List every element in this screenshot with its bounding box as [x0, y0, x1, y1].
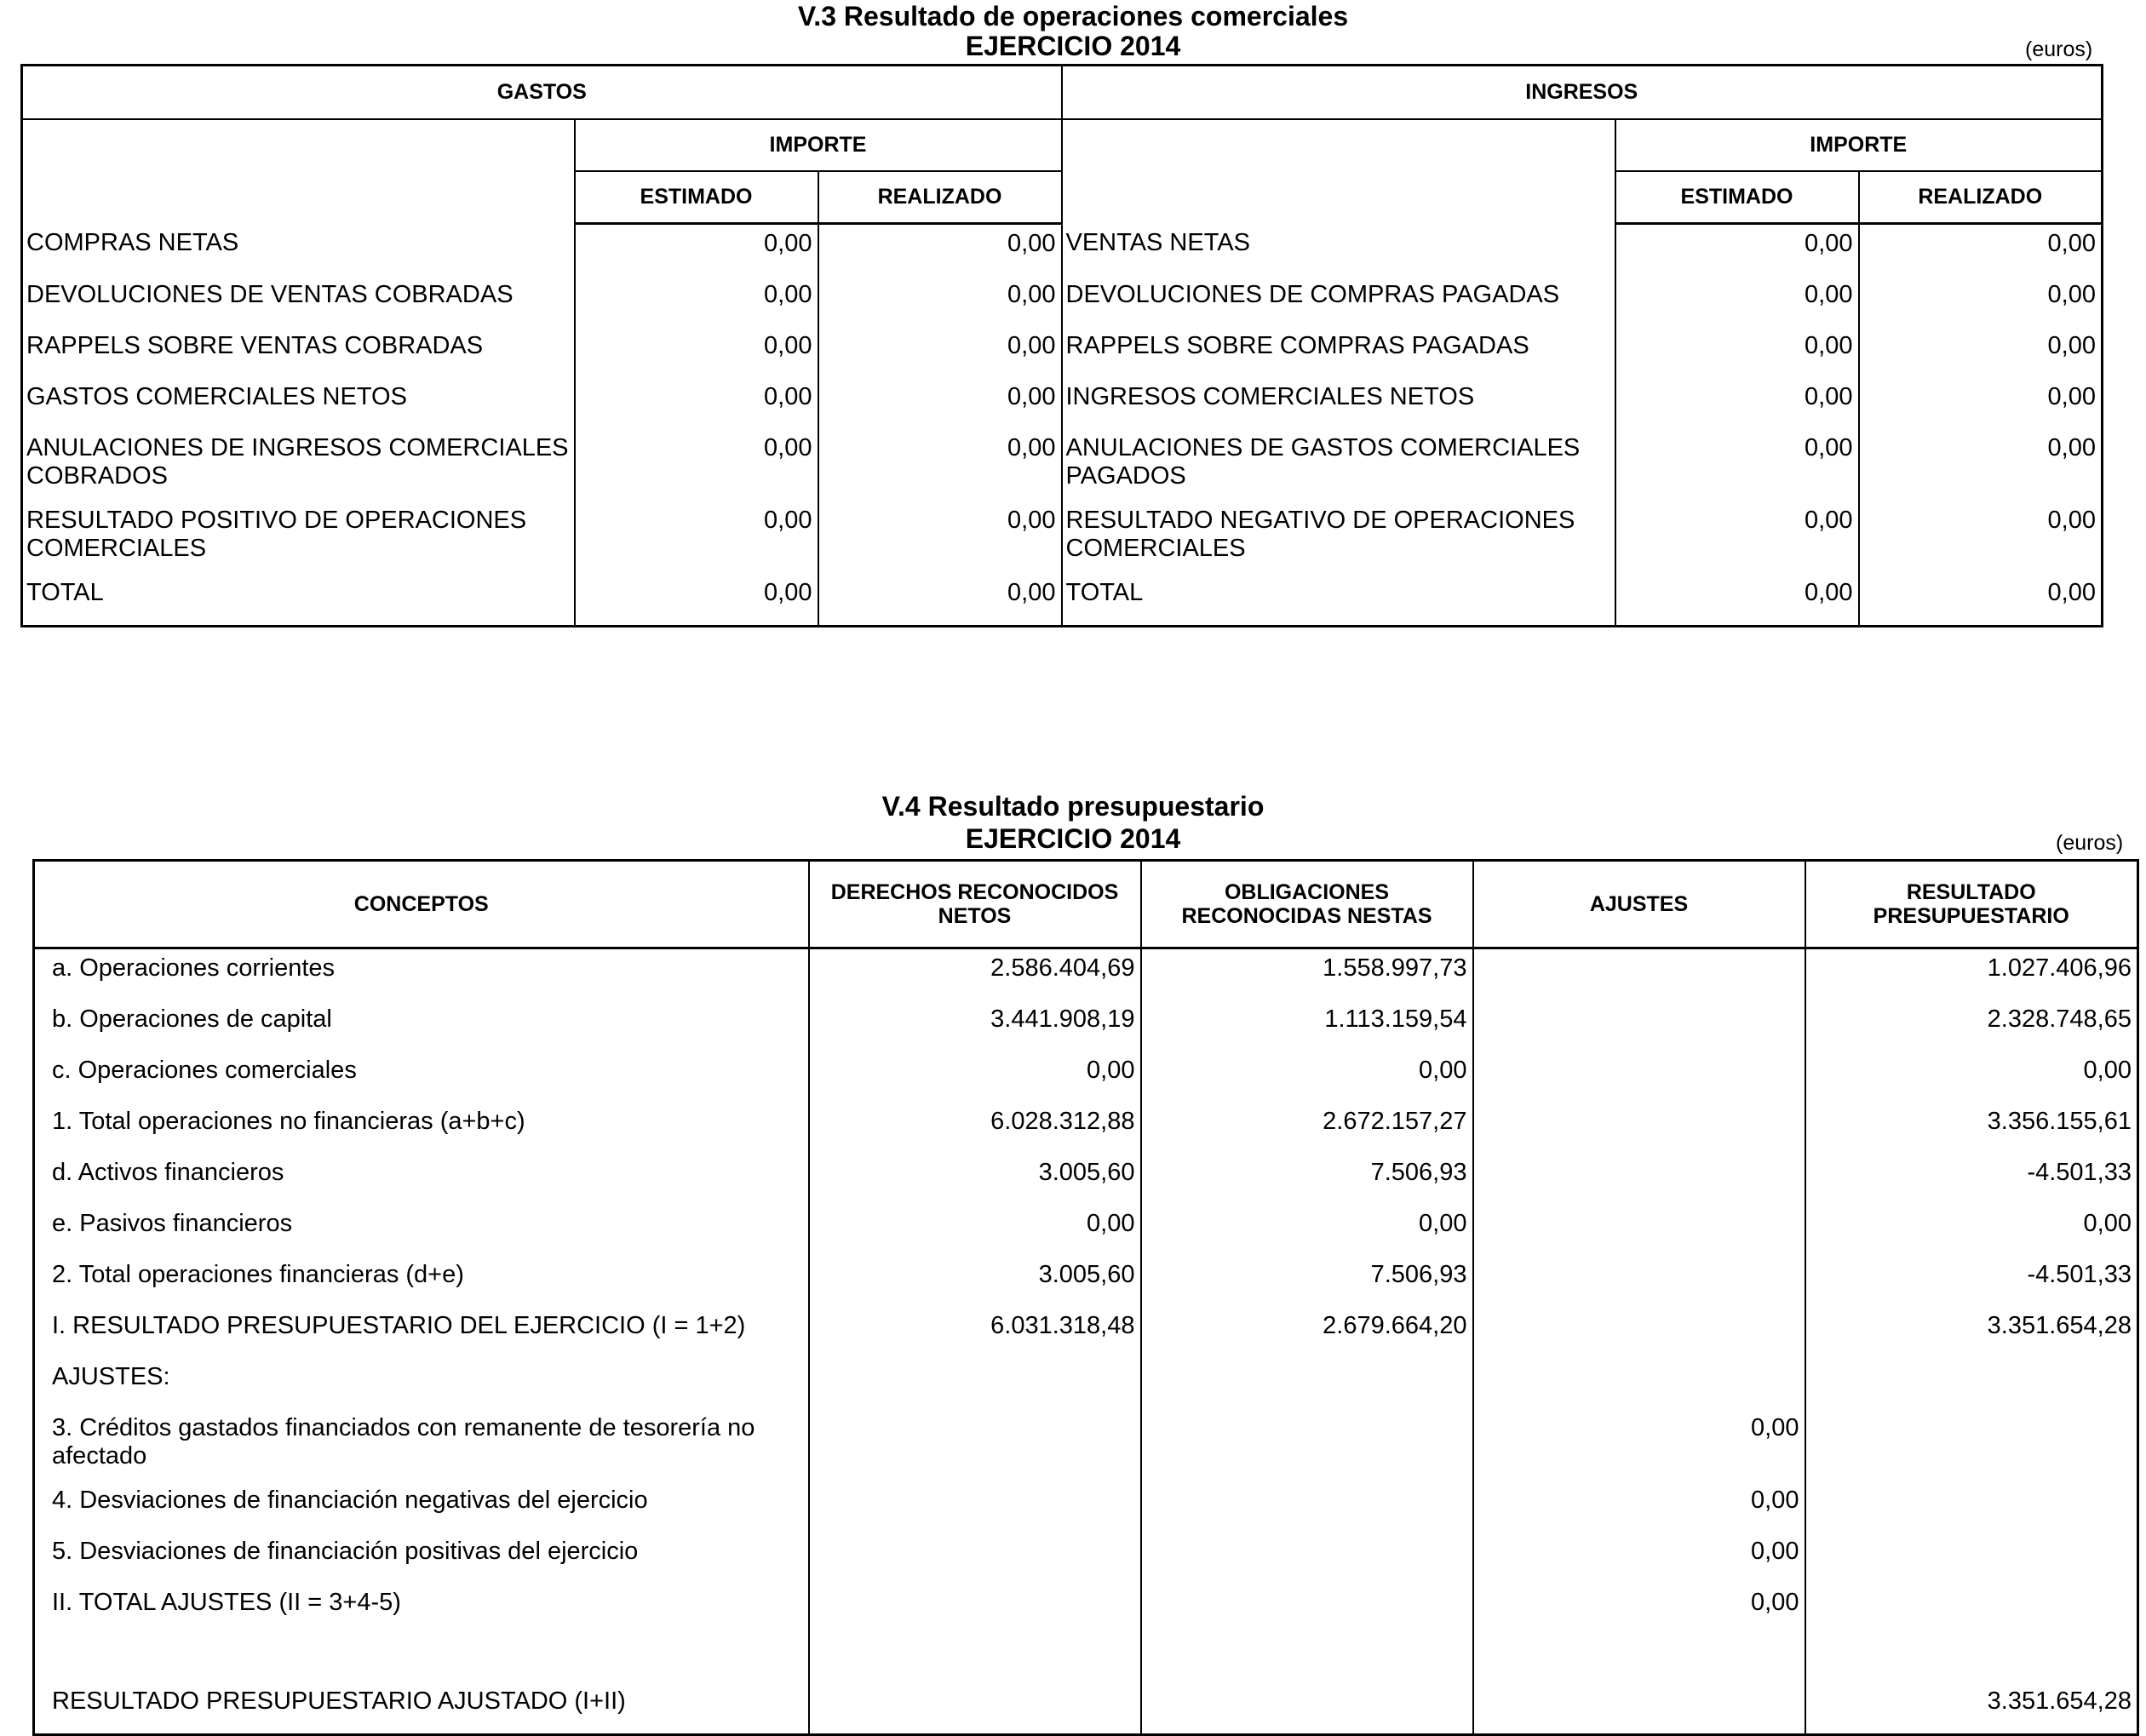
gasto-estimado: 0,00: [575, 224, 818, 277]
ingresos-estimado-header: ESTIMADO: [1615, 171, 1859, 224]
ingreso-label: RAPPELS SOBRE COMPRAS PAGADAS: [1062, 327, 1615, 378]
resultado: 2.328.748,65: [1805, 1000, 2138, 1051]
obligaciones: [1141, 1533, 1473, 1584]
resultado-header: [1805, 861, 2138, 948]
ajustes: 0,00: [1473, 1409, 1805, 1481]
derechos: [809, 1584, 1141, 1682]
obligaciones-header-line2: RECONOCIDAS NESTAS: [1181, 904, 1432, 928]
gasto-estimado: 0,00: [575, 501, 818, 574]
concepto: 3. Créditos gastados financiados con remanente de tesorería no afectado: [34, 1409, 809, 1481]
v4-subtitle: EJERCICIO 2014: [965, 823, 1181, 854]
ajustes: [1473, 948, 1805, 1001]
v3-table: [20, 64, 2103, 627]
resultado: 1.027.406,96: [1805, 948, 2138, 1001]
table-row: [34, 1256, 2138, 1307]
concepto: b. Operaciones de capital: [34, 1000, 809, 1051]
gasto-estimado: 0,00: [575, 378, 818, 429]
gasto-label: GASTOS COMERCIALES NETOS: [22, 378, 575, 429]
ajustes: [1473, 1103, 1805, 1154]
ajustes: 0,00: [1473, 1481, 1805, 1533]
v4-table: [32, 859, 2139, 1736]
table-row: [22, 378, 2103, 429]
gasto-realizado: 0,00: [818, 224, 1062, 277]
derechos-header-line2: NETOS: [938, 904, 1012, 928]
resultado: 0,00: [1805, 1051, 2138, 1103]
ingreso-estimado: 0,00: [1615, 429, 1859, 501]
ajustes: [1473, 1000, 1805, 1051]
table-row: [34, 1051, 2138, 1103]
concepto: e. Pasivos financieros: [34, 1205, 809, 1256]
table-row: [34, 1103, 2138, 1154]
table-row: [34, 1000, 2138, 1051]
table-row: [34, 1154, 2138, 1205]
table-row: [34, 1307, 2138, 1358]
gasto-label: RESULTADO POSITIVO DE OPERACIONES COMERCIALES: [22, 501, 575, 574]
ajustes: [1473, 1358, 1805, 1409]
v4-title: V.4 Resultado presupuestario: [881, 791, 1265, 822]
resultado: 3.356.155,61: [1805, 1103, 2138, 1154]
ingreso-realizado: 0,00: [1859, 501, 2103, 574]
obligaciones: 1.113.159,54: [1141, 1000, 1473, 1051]
resultado: 3.351.654,28: [1805, 1307, 2138, 1358]
ingreso-label: INGRESOS COMERCIALES NETOS: [1062, 378, 1615, 429]
gasto-realizado: 0,00: [818, 501, 1062, 574]
ingreso-estimado: 0,00: [1615, 378, 1859, 429]
derechos-header-line1: DERECHOS RECONOCIDOS: [830, 880, 1119, 904]
ajustes: 0,00: [1473, 1533, 1805, 1584]
table-row: [22, 429, 2103, 501]
derechos: [809, 1533, 1141, 1584]
derechos: 0,00: [809, 1051, 1141, 1103]
ingreso-realizado: 0,00: [1859, 429, 2103, 501]
ajustes: [1473, 1051, 1805, 1103]
obligaciones: [1141, 1584, 1473, 1682]
derechos: 3.005,60: [809, 1154, 1141, 1205]
conceptos-header: CONCEPTOS: [34, 861, 809, 948]
concepto: I. RESULTADO PRESUPUESTARIO DEL EJERCICIO (I = 1+2): [34, 1307, 809, 1358]
obligaciones-header: [1141, 861, 1473, 948]
obligaciones: [1141, 1682, 1473, 1735]
v3-subtitle: EJERCICIO 2014: [965, 31, 1181, 61]
ajustes: 0,00: [1473, 1584, 1805, 1682]
table-row: [34, 1205, 2138, 1256]
resultado: [1805, 1533, 2138, 1584]
derechos-header: [809, 861, 1141, 948]
concepto: AJUSTES:: [34, 1358, 809, 1409]
concepto: RESULTADO PRESUPUESTARIO AJUSTADO (I+II): [34, 1682, 809, 1735]
gasto-realizado: 0,00: [818, 378, 1062, 429]
ingreso-realizado: 0,00: [1859, 574, 2103, 627]
obligaciones-header-line1: OBLIGACIONES: [1224, 880, 1390, 904]
resultado: 3.351.654,28: [1805, 1682, 2138, 1735]
gasto-label: DEVOLUCIONES DE VENTAS COBRADAS: [22, 276, 575, 327]
gasto-label: COMPRAS NETAS: [22, 224, 575, 277]
ingreso-label: DEVOLUCIONES DE COMPRAS PAGADAS: [1062, 276, 1615, 327]
gasto-label: RAPPELS SOBRE VENTAS COBRADAS: [22, 327, 575, 378]
gasto-estimado: 0,00: [575, 276, 818, 327]
gasto-label: ANULACIONES DE INGRESOS COMERCIALES COBRADOS: [22, 429, 575, 501]
obligaciones: 2.679.664,20: [1141, 1307, 1473, 1358]
derechos: [809, 1481, 1141, 1533]
gastos-estimado-header: ESTIMADO: [575, 171, 818, 224]
ingreso-realizado: 0,00: [1859, 224, 2103, 277]
ajustes: [1473, 1154, 1805, 1205]
resultado: [1805, 1584, 2138, 1682]
derechos: 3.005,60: [809, 1256, 1141, 1307]
gasto-estimado: 0,00: [575, 429, 818, 501]
resultado: -4.501,33: [1805, 1256, 2138, 1307]
ingresos-concept-header: [1062, 119, 1615, 224]
obligaciones: [1141, 1481, 1473, 1533]
gasto-realizado: 0,00: [818, 574, 1062, 627]
ingreso-realizado: 0,00: [1859, 276, 2103, 327]
resultado: [1805, 1358, 2138, 1409]
gastos-concept-header: [22, 119, 575, 224]
derechos: 6.028.312,88: [809, 1103, 1141, 1154]
table-row: [22, 224, 2103, 277]
obligaciones: 1.558.997,73: [1141, 948, 1473, 1001]
obligaciones: 7.506,93: [1141, 1256, 1473, 1307]
gastos-header: GASTOS: [22, 66, 1062, 120]
ingreso-realizado: 0,00: [1859, 378, 2103, 429]
ingreso-label: VENTAS NETAS: [1062, 224, 1615, 277]
obligaciones: [1141, 1358, 1473, 1409]
table-row: [22, 501, 2103, 574]
concepto: 5. Desviaciones de financiación positivas del ejercicio: [34, 1533, 809, 1584]
resultado-header-line1: RESULTADO: [1906, 880, 2036, 904]
ingresos-importe-header: IMPORTE: [1615, 119, 2103, 171]
ingreso-estimado: 0,00: [1615, 501, 1859, 574]
ingreso-estimado: 0,00: [1615, 327, 1859, 378]
ingreso-estimado: 0,00: [1615, 276, 1859, 327]
table-row: [34, 1533, 2138, 1584]
table-row: [34, 1481, 2138, 1533]
gasto-estimado: 0,00: [575, 327, 818, 378]
derechos: 6.031.318,48: [809, 1307, 1141, 1358]
table-row: [22, 276, 2103, 327]
derechos: [809, 1409, 1141, 1481]
obligaciones: [1141, 1409, 1473, 1481]
derechos: 2.586.404,69: [809, 948, 1141, 1001]
ajustes: [1473, 1682, 1805, 1735]
ajustes: [1473, 1256, 1805, 1307]
ingreso-estimado: 0,00: [1615, 574, 1859, 627]
gastos-importe-header: IMPORTE: [575, 119, 1062, 171]
derechos: 3.441.908,19: [809, 1000, 1141, 1051]
ingreso-label: TOTAL: [1062, 574, 1615, 627]
ingreso-label: RESULTADO NEGATIVO DE OPERACIONES COMERCIALES: [1062, 501, 1615, 574]
derechos: 0,00: [809, 1205, 1141, 1256]
gasto-realizado: 0,00: [818, 327, 1062, 378]
resultado-header-line2: PRESUPUESTARIO: [1873, 904, 2069, 928]
v3-title: V.3 Resultado de operaciones comerciales: [797, 1, 1349, 32]
gasto-realizado: 0,00: [818, 276, 1062, 327]
resultado: 0,00: [1805, 1205, 2138, 1256]
concepto: a. Operaciones corrientes: [34, 948, 809, 1001]
concepto: II. TOTAL AJUSTES (II = 3+4-5): [34, 1584, 809, 1682]
resultado: -4.501,33: [1805, 1154, 2138, 1205]
gasto-estimado: 0,00: [575, 574, 818, 627]
obligaciones: 7.506,93: [1141, 1154, 1473, 1205]
ingresos-header: INGRESOS: [1062, 66, 2103, 120]
table-row: [22, 327, 2103, 378]
v3-unit: (euros): [2025, 37, 2093, 61]
concepto: d. Activos financieros: [34, 1154, 809, 1205]
resultado: [1805, 1481, 2138, 1533]
ingresos-realizado-header: REALIZADO: [1859, 171, 2103, 224]
gasto-label: TOTAL: [22, 574, 575, 627]
table-row: [34, 1682, 2138, 1735]
v4-unit: (euros): [2056, 831, 2124, 855]
obligaciones: 0,00: [1141, 1205, 1473, 1256]
derechos: [809, 1358, 1141, 1409]
table-row: [34, 1584, 2138, 1682]
ingreso-label: ANULACIONES DE GASTOS COMERCIALES PAGADOS: [1062, 429, 1615, 501]
concepto: 4. Desviaciones de financiación negativas del ejercicio: [34, 1481, 809, 1533]
ingreso-estimado: 0,00: [1615, 224, 1859, 277]
table-row: [34, 1409, 2138, 1481]
obligaciones: 2.672.157,27: [1141, 1103, 1473, 1154]
ajustes: [1473, 1307, 1805, 1358]
ingreso-realizado: 0,00: [1859, 327, 2103, 378]
ajustes-header: AJUSTES: [1473, 861, 1805, 948]
derechos: [809, 1682, 1141, 1735]
ajustes: [1473, 1205, 1805, 1256]
table-row: [34, 948, 2138, 1001]
concepto: 2. Total operaciones financieras (d+e): [34, 1256, 809, 1307]
obligaciones: 0,00: [1141, 1051, 1473, 1103]
concepto: 1. Total operaciones no financieras (a+b+c): [34, 1103, 809, 1154]
resultado: [1805, 1409, 2138, 1481]
table-row: [34, 1358, 2138, 1409]
concepto: c. Operaciones comerciales: [34, 1051, 809, 1103]
gasto-realizado: 0,00: [818, 429, 1062, 501]
table-row: [22, 574, 2103, 627]
gastos-realizado-header: REALIZADO: [818, 171, 1062, 224]
